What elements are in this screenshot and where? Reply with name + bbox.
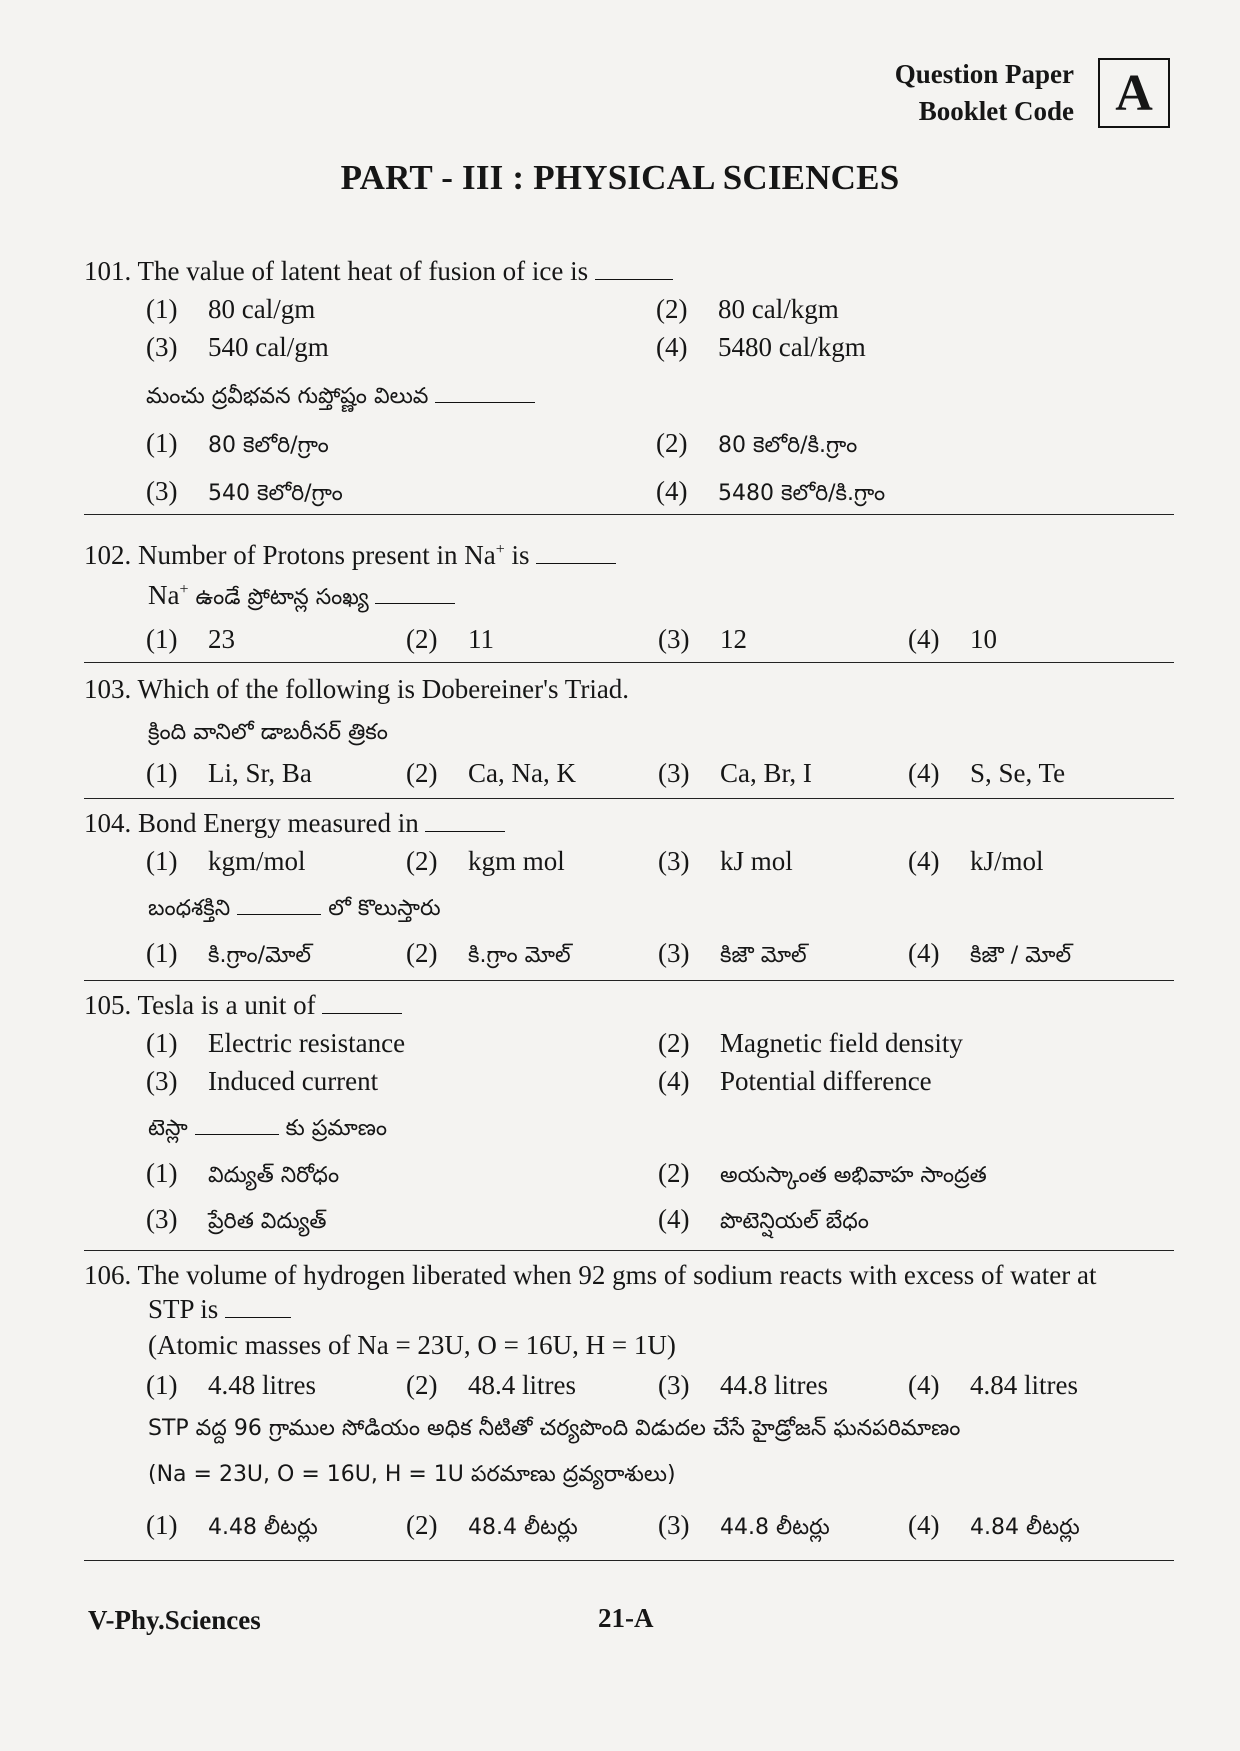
telugu-stem: మంచు ద్రవీభవన గుప్తోష్ణం విలువ <box>146 384 429 409</box>
option-3 <box>146 332 329 363</box>
page-number: 21-A <box>598 1603 654 1633</box>
option-text: kJ mol <box>720 846 793 876</box>
option-text: Li, Sr, Ba <box>208 758 312 788</box>
option-number: (3) <box>658 1370 690 1400</box>
option-number: (3) <box>658 758 690 788</box>
option-text: 4.48 litres <box>208 1370 316 1400</box>
option-number: (1) <box>146 1510 178 1540</box>
question-stem <box>84 540 616 571</box>
question-number: 102. <box>84 540 132 570</box>
answer-blank <box>195 1112 279 1135</box>
question-text: The value of latent heat of fusion of ice is <box>137 256 589 286</box>
option-number: (3) <box>658 624 690 654</box>
question-divider <box>84 1560 1174 1561</box>
option-4 <box>658 1066 932 1097</box>
answer-blank <box>536 541 616 564</box>
option-number: (2) <box>656 294 688 324</box>
question-text: Bond Energy measured in <box>138 808 419 838</box>
option-4 <box>908 1370 1078 1401</box>
answer-blank <box>425 809 505 832</box>
option-number: (3) <box>658 938 690 968</box>
option-3-telugu <box>146 1204 327 1239</box>
option-number: (2) <box>658 1028 690 1058</box>
option-text: కి.గ్రాం/మోల్ <box>208 943 311 968</box>
option-text: పొటెన్షియల్ బేధం <box>720 1209 869 1234</box>
question-text-telugu <box>148 1112 387 1146</box>
option-1-telugu <box>146 1510 318 1545</box>
question-text-telugu: STP వద్ద 96 గ్రాముల సోడియం అధిక నీటితో చర్యపొంది విడుదల చేసే హైడ్రోజన్ ఘనపరిమాణం <box>148 1416 961 1441</box>
telugu-stem-post: కు ప్రమాణం <box>285 1116 388 1141</box>
option-number: (1) <box>146 758 178 788</box>
option-text: kgm mol <box>468 846 565 876</box>
option-text: 5480 cal/kgm <box>718 332 866 362</box>
option-3 <box>658 624 747 655</box>
ion-charge: + <box>179 581 189 598</box>
question-text-line2 <box>148 1294 291 1325</box>
option-number: (2) <box>406 846 438 876</box>
option-text: Ca, Na, K <box>468 758 576 788</box>
option-text: 4.48 లీటర్లు <box>208 1515 318 1540</box>
option-number: (4) <box>908 1370 940 1400</box>
telugu-stem-post: ఉండే ప్రోటాన్ల సంఖ్య <box>188 585 369 610</box>
option-text: Potential difference <box>720 1066 932 1096</box>
ion-charge: + <box>495 541 505 558</box>
answer-blank <box>225 1295 291 1318</box>
option-number: (4) <box>908 1510 940 1540</box>
option-text: 44.8 litres <box>720 1370 828 1400</box>
option-2-telugu <box>658 1158 987 1193</box>
booklet-code-label-line2: Booklet Code <box>918 96 1074 126</box>
option-2-telugu <box>656 428 857 463</box>
option-text: కిజౌ మోల్ <box>720 943 807 968</box>
option-2 <box>656 294 839 325</box>
question-stem <box>84 674 629 705</box>
question-text: Tesla is a unit of <box>137 990 316 1020</box>
option-number: (2) <box>406 938 438 968</box>
question-text: The volume of hydrogen liberated when 92 gms of sodium reacts with excess of water at <box>137 1260 1097 1290</box>
option-3-telugu <box>658 938 807 973</box>
question-stem <box>84 1260 1097 1291</box>
question-number: 105. <box>84 990 132 1020</box>
option-number: (2) <box>658 1158 690 1188</box>
option-number: (4) <box>908 846 940 876</box>
option-text: 80 cal/kgm <box>718 294 839 324</box>
telugu-stem-pre: బంధశక్తిని <box>148 896 231 921</box>
option-number: (2) <box>406 1370 438 1400</box>
question-text-telugu: క్రింది వానిలో డాబరీనర్ త్రికం <box>148 720 388 745</box>
option-2 <box>406 624 494 655</box>
footer-subject: V-Phy.Sciences <box>88 1605 261 1635</box>
option-2 <box>406 1370 576 1401</box>
option-text: kJ/mol <box>970 846 1044 876</box>
question-106 <box>84 1260 1174 1560</box>
option-3 <box>658 758 812 789</box>
option-number: (1) <box>146 846 178 876</box>
option-text: 48.4 litres <box>468 1370 576 1400</box>
question-104 <box>84 808 1174 978</box>
option-number: (1) <box>146 1028 178 1058</box>
question-text-continued: STP is <box>148 1294 219 1324</box>
option-number: (1) <box>146 1158 178 1188</box>
answer-blank <box>322 991 402 1014</box>
option-1 <box>146 846 306 877</box>
option-number: (4) <box>908 938 940 968</box>
question-101 <box>84 256 1174 516</box>
question-number: 103. <box>84 674 132 704</box>
option-number: (3) <box>658 846 690 876</box>
option-text: Ca, Br, I <box>720 758 812 788</box>
option-text: Induced current <box>208 1066 379 1096</box>
option-text: 12 <box>720 624 747 654</box>
option-4-telugu <box>908 938 1071 973</box>
option-number: (4) <box>658 1204 690 1234</box>
question-divider <box>84 1250 1174 1251</box>
option-number: (1) <box>146 428 178 458</box>
booklet-code-label-line1: Question Paper <box>894 59 1074 89</box>
option-number: (1) <box>146 624 178 654</box>
option-number: (2) <box>406 758 438 788</box>
question-text-pre: Number of Protons present in Na <box>138 540 496 570</box>
option-1-telugu <box>146 428 329 463</box>
option-number: (2) <box>656 428 688 458</box>
option-3-telugu <box>658 1510 830 1545</box>
telugu-stem-post: లో కొలుస్తారు <box>328 896 441 921</box>
option-text: 80 కెలోరి/కి.గ్రాం <box>718 433 858 458</box>
option-text: విద్యుత్ నిరోధం <box>208 1163 340 1188</box>
option-number: (4) <box>908 758 940 788</box>
option-text: 48.4 లీటర్లు <box>468 1515 578 1540</box>
option-2-telugu <box>406 1510 578 1545</box>
option-text: 80 cal/gm <box>208 294 316 324</box>
answer-blank <box>237 892 321 915</box>
booklet-code-label <box>895 56 1074 130</box>
option-3-telugu <box>146 476 343 511</box>
option-2-telugu <box>406 938 571 973</box>
question-stem <box>84 808 505 839</box>
option-text: 4.84 litres <box>970 1370 1078 1400</box>
option-text: Electric resistance <box>208 1028 406 1058</box>
option-1 <box>146 624 235 655</box>
option-text: 540 cal/gm <box>208 332 329 362</box>
option-text: 23 <box>208 624 235 654</box>
option-number: (3) <box>146 476 178 506</box>
telugu-stem-pre: Na <box>148 580 180 610</box>
option-3 <box>146 1066 378 1097</box>
option-number: (2) <box>406 1510 438 1540</box>
question-divider <box>84 514 1174 515</box>
option-number: (3) <box>146 1204 178 1234</box>
option-text: 540 కెలోరి/గ్రాం <box>208 481 343 506</box>
option-text: kgm/mol <box>208 846 306 876</box>
part-title: PART - III : PHYSICAL SCIENCES <box>340 158 900 197</box>
option-1 <box>146 1028 405 1059</box>
question-text-post: is <box>504 540 530 570</box>
option-number: (4) <box>908 624 940 654</box>
question-105 <box>84 990 1174 1246</box>
question-stem <box>84 990 402 1021</box>
option-4-telugu <box>656 476 885 511</box>
option-2 <box>406 846 565 877</box>
question-text-telugu <box>148 580 455 615</box>
option-text: కిజౌ / మోల్ <box>970 943 1072 968</box>
option-number: (2) <box>406 624 438 654</box>
option-number: (4) <box>656 476 688 506</box>
question-divider <box>84 980 1174 981</box>
question-number: 101. <box>84 256 132 286</box>
option-text: అయస్కాంత అభివాహ సాంద్రత <box>720 1163 987 1188</box>
option-number: (3) <box>146 1066 178 1096</box>
question-103 <box>84 674 1174 794</box>
option-text: ప్రేరిత విద్యుత్ <box>208 1209 327 1234</box>
question-stem <box>84 256 673 287</box>
atomic-masses: (Atomic masses of Na = 23U, O = 16U, H = 1U) <box>148 1330 676 1360</box>
option-3 <box>658 846 793 877</box>
telugu-stem-pre: టెస్లా <box>148 1116 188 1141</box>
option-4 <box>908 758 1065 789</box>
option-text: కి.గ్రాం మోల్ <box>468 943 571 968</box>
question-divider <box>84 798 1174 799</box>
option-text: 80 కెలోరి/గ్రాం <box>208 433 329 458</box>
question-text-telugu <box>148 892 441 926</box>
option-4-telugu <box>658 1204 869 1239</box>
option-text: 44.8 లీటర్లు <box>720 1515 830 1540</box>
question-number: 104. <box>84 808 132 838</box>
option-number: (4) <box>658 1066 690 1096</box>
option-2 <box>406 758 576 789</box>
option-number: (1) <box>146 1370 178 1400</box>
option-text: 5480 కెలోరి/కి.గ్రాం <box>718 481 886 506</box>
question-text: Which of the following is Dobereiner's Triad. <box>137 674 630 704</box>
option-1-telugu <box>146 938 311 973</box>
option-3 <box>658 1370 828 1401</box>
option-1 <box>146 758 312 789</box>
option-number: (3) <box>658 1510 690 1540</box>
question-divider <box>84 662 1174 663</box>
option-1-telugu <box>146 1158 339 1193</box>
question-text-telugu <box>146 380 535 414</box>
option-4 <box>908 624 997 655</box>
question-number: 106. <box>84 1260 132 1290</box>
option-text: 11 <box>468 624 494 654</box>
option-1 <box>146 294 315 325</box>
option-1 <box>146 1370 316 1401</box>
option-text: 10 <box>970 624 997 654</box>
option-text: 4.84 లీటర్లు <box>970 1515 1080 1540</box>
question-102 <box>84 540 1174 660</box>
option-number: (1) <box>146 938 178 968</box>
option-text: S, Se, Te <box>970 758 1066 788</box>
option-4 <box>656 332 866 363</box>
answer-blank <box>595 257 673 280</box>
option-4 <box>908 846 1044 877</box>
option-2 <box>658 1028 963 1059</box>
booklet-code-box: A <box>1098 58 1170 128</box>
option-number: (1) <box>146 294 178 324</box>
booklet-code-block <box>886 56 1170 132</box>
option-4-telugu <box>908 1510 1080 1545</box>
option-text: Magnetic field density <box>720 1028 963 1058</box>
option-number: (3) <box>146 332 178 362</box>
answer-blank <box>375 581 455 604</box>
option-number: (4) <box>656 332 688 362</box>
atomic-masses-telugu: (Na = 23U, O = 16U, H = 1U పరమాణు ద్రవ్యరాశులు) <box>148 1462 676 1487</box>
answer-blank <box>435 380 535 403</box>
